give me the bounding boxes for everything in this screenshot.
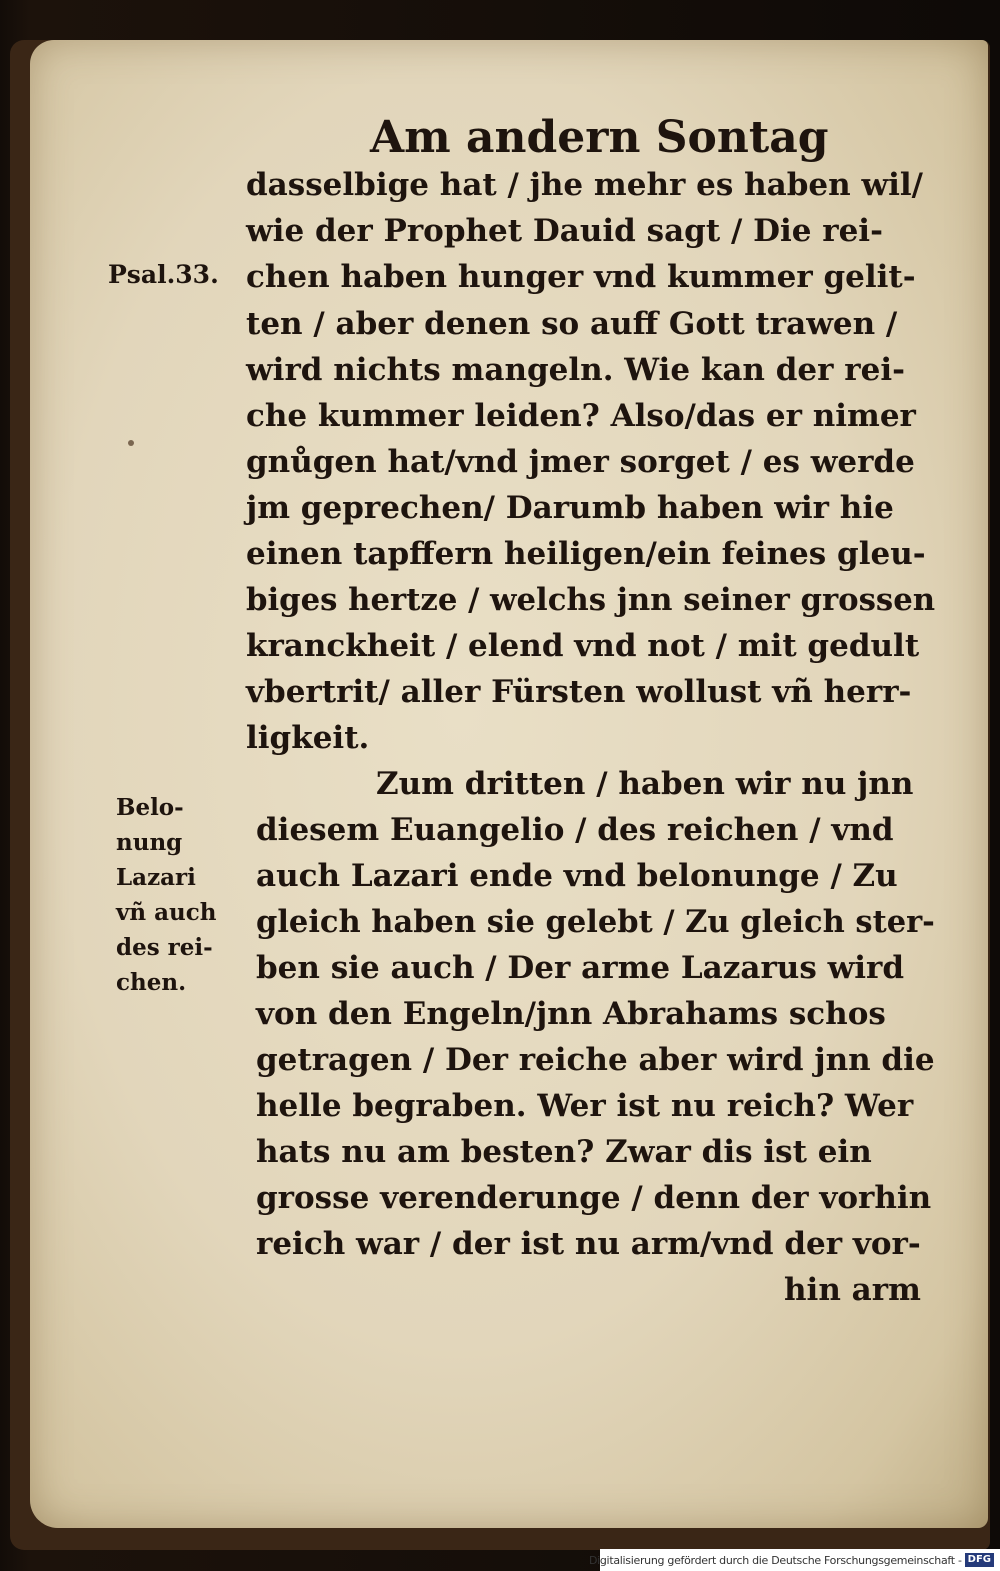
digitization-credit-bar	[588, 1549, 1000, 1571]
text-line: ten / aber denen so auff Gott trawen /	[246, 306, 898, 342]
margin-note-line: Belo-	[116, 794, 184, 821]
margin-note-line: Lazari	[116, 864, 196, 891]
text-line: biges hertze / welchs jnn seiner grossen	[246, 582, 936, 618]
text-line: wie der Prophet Dauid sagt / Die rei-	[246, 213, 883, 249]
text-line: grosse verenderunge / denn der vorhin	[256, 1180, 932, 1216]
ink-stain	[128, 440, 134, 446]
catchword: hin arm	[784, 1272, 921, 1308]
text-line: ben sie auch / Der arme Lazarus wird	[256, 950, 905, 986]
text-line: helle begraben. Wer ist nu reich? Wer	[256, 1088, 914, 1124]
margin-note-line: vñ auch	[116, 899, 217, 926]
text-line: jm geprechen/ Darumb haben wir hie	[246, 490, 894, 526]
credit-text: Digitalisierung gefördert durch die Deutsche Forschungsgemeinschaft -	[588, 1553, 962, 1567]
text-line: diesem Euangelio / des reichen / vnd	[256, 812, 894, 848]
text-line: wird nichts mangeln. Wie kan der rei-	[246, 352, 905, 388]
text-line: che kummer leiden? Also/das er nimer	[246, 398, 916, 434]
text-line: von den Engeln/jnn Abrahams schos	[256, 996, 886, 1032]
margin-note-psalm-reference: Psal.33.	[108, 260, 219, 289]
margin-note-line: chen.	[116, 969, 187, 996]
text-line: einen tapffern heiligen/ein feines gleu-	[246, 536, 926, 572]
text-line: reich war / der ist nu arm/vnd der vor-	[256, 1226, 921, 1262]
text-line: hats nu am besten? Zwar dis ist ein	[256, 1134, 872, 1170]
margin-note-line: des rei-	[116, 934, 213, 961]
text-line: vbertrit/ aller Fürsten wollust vñ herr-	[246, 674, 912, 710]
dfg-logo-icon: DFG	[965, 1553, 994, 1567]
text-line: auch Lazari ende vnd belonunge / Zu	[256, 858, 898, 894]
text-line: ligkeit.	[246, 720, 370, 756]
text-line: gnůgen hat/vnd jmer sorget / es werde	[246, 444, 915, 480]
margin-note-line: nung	[116, 829, 183, 856]
text-line: dasselbige hat / jhe mehr es haben wil/	[246, 167, 924, 203]
text-line: chen haben hunger vnd kummer gelit-	[246, 259, 916, 295]
text-line: gleich haben sie gelebt / Zu gleich ster-	[256, 904, 935, 940]
text-line: Zum dritten / haben wir nu jnn	[376, 766, 914, 802]
running-head: Am andern Sontag	[370, 112, 829, 163]
text-line: getragen / Der reiche aber wird jnn die	[256, 1042, 935, 1078]
text-line: kranckheit / elend vnd not / mit gedult	[246, 628, 920, 664]
